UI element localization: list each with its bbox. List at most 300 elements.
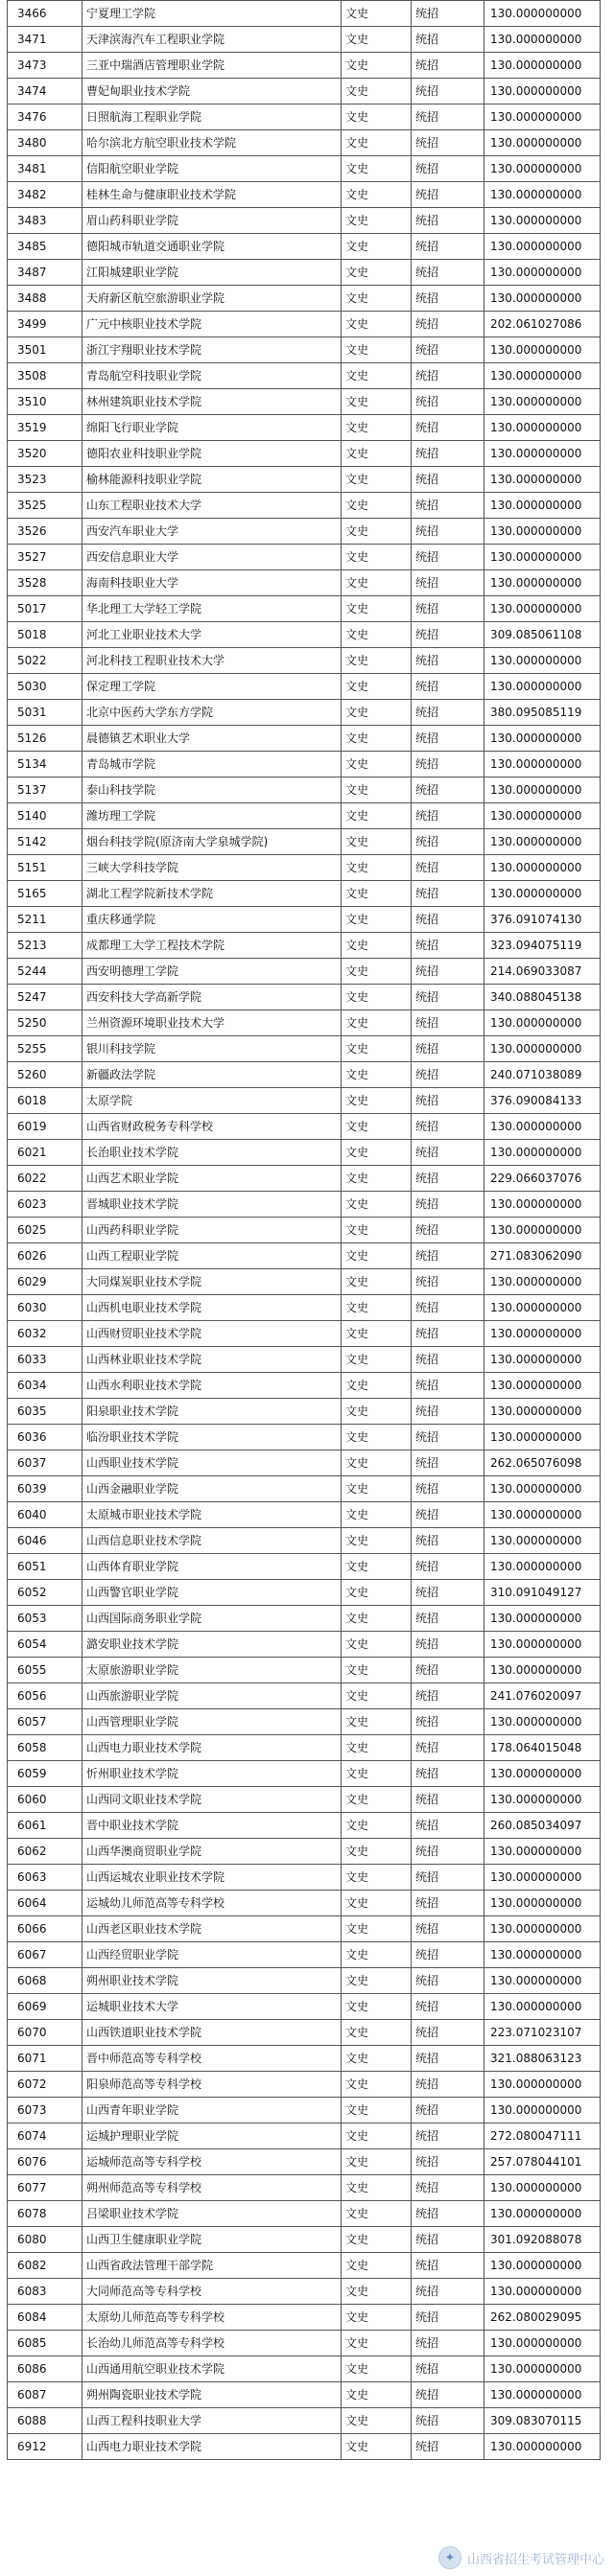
school-name-cell: 山西老区职业技术学院	[83, 1916, 342, 1942]
category-cell: 文史	[342, 881, 412, 907]
admission-type-cell: 统招	[412, 2201, 484, 2227]
school-code-cell: 5018	[8, 622, 83, 648]
table-row	[8, 1580, 601, 1606]
school-name-cell: 青岛航空科技职业学院	[83, 363, 342, 389]
category-cell: 文史	[342, 363, 412, 389]
min-score-cell: 130.000000000	[484, 570, 601, 596]
school-code-cell: 5017	[8, 596, 83, 622]
min-score-cell: 130.000000000	[484, 104, 601, 130]
table-row	[8, 752, 601, 777]
admission-type-cell: 统招	[412, 700, 484, 726]
min-score-cell: 130.000000000	[484, 182, 601, 208]
admission-type-cell: 统招	[412, 1554, 484, 1580]
school-code-cell: 6053	[8, 1606, 83, 1632]
min-score-cell: 130.000000000	[484, 1891, 601, 1916]
category-cell: 文史	[342, 752, 412, 777]
category-cell: 文史	[342, 1916, 412, 1942]
table-row	[8, 1632, 601, 1658]
school-code-cell: 6066	[8, 1916, 83, 1942]
school-code-cell: 5260	[8, 1062, 83, 1088]
school-name-cell: 广元中核职业技术学院	[83, 312, 342, 337]
table-row	[8, 1425, 601, 1450]
category-cell: 文史	[342, 2434, 412, 2460]
table-row	[8, 1916, 601, 1942]
table-row	[8, 2020, 601, 2046]
admission-type-cell: 统招	[412, 674, 484, 700]
table-row	[8, 803, 601, 829]
category-cell: 文史	[342, 1658, 412, 1683]
admission-type-cell: 统招	[412, 104, 484, 130]
admission-type-cell: 统招	[412, 1140, 484, 1166]
school-name-cell: 华北理工大学轻工学院	[83, 596, 342, 622]
category-cell: 文史	[342, 467, 412, 493]
school-code-cell: 6035	[8, 1399, 83, 1425]
min-score-cell: 130.000000000	[484, 363, 601, 389]
admission-type-cell: 统招	[412, 959, 484, 985]
school-code-cell: 5030	[8, 674, 83, 700]
school-name-cell: 德阳城市轨道交通职业学院	[83, 234, 342, 260]
category-cell: 文史	[342, 493, 412, 519]
min-score-cell: 271.083062090	[484, 1243, 601, 1269]
school-name-cell: 湖北工程学院新技术学院	[83, 881, 342, 907]
admission-type-cell: 统招	[412, 337, 484, 363]
min-score-cell: 321.088063123	[484, 2046, 601, 2072]
school-name-cell: 晨德镇艺术职业大学	[83, 726, 342, 752]
table-row	[8, 389, 601, 415]
school-code-cell: 6059	[8, 1761, 83, 1787]
school-name-cell: 桂林生命与健康职业技术学院	[83, 182, 342, 208]
category-cell: 文史	[342, 1606, 412, 1632]
school-name-cell: 北京中医药大学东方学院	[83, 700, 342, 726]
min-score-cell: 130.000000000	[484, 674, 601, 700]
school-name-cell: 朔州职业技术学院	[83, 1968, 342, 1994]
school-code-cell: 6084	[8, 2305, 83, 2331]
admission-type-cell: 统招	[412, 907, 484, 933]
category-cell: 文史	[342, 1683, 412, 1709]
school-code-cell: 6082	[8, 2253, 83, 2279]
school-name-cell: 山西电力职业技术学院	[83, 1735, 342, 1761]
category-cell: 文史	[342, 79, 412, 104]
category-cell: 文史	[342, 1062, 412, 1088]
category-cell: 文史	[342, 2331, 412, 2356]
admission-type-cell: 统招	[412, 1295, 484, 1321]
category-cell: 文史	[342, 1942, 412, 1968]
min-score-cell: 130.000000000	[484, 2356, 601, 2382]
admission-type-cell: 统招	[412, 1269, 484, 1295]
school-name-cell: 太原城市职业技术学院	[83, 1502, 342, 1528]
table-row	[8, 1088, 601, 1114]
min-score-cell: 223.071023107	[484, 2020, 601, 2046]
school-name-cell: 山西水利职业技术学院	[83, 1373, 342, 1399]
category-cell: 文史	[342, 1735, 412, 1761]
min-score-cell: 130.000000000	[484, 1010, 601, 1036]
min-score-cell: 130.000000000	[484, 208, 601, 234]
min-score-cell: 323.094075119	[484, 933, 601, 959]
category-cell: 文史	[342, 1399, 412, 1425]
school-name-cell: 山西警官职业学院	[83, 1580, 342, 1606]
min-score-cell: 376.090084133	[484, 1088, 601, 1114]
min-score-cell: 130.000000000	[484, 2072, 601, 2098]
admission-type-cell: 统招	[412, 1425, 484, 1450]
school-code-cell: 6078	[8, 2201, 83, 2227]
admission-type-cell: 统招	[412, 2227, 484, 2253]
table-row	[8, 1476, 601, 1502]
school-name-cell: 潍坊理工学院	[83, 803, 342, 829]
category-cell: 文史	[342, 260, 412, 286]
school-name-cell: 山西信息职业技术学院	[83, 1528, 342, 1554]
admission-type-cell: 统招	[412, 2149, 484, 2175]
school-name-cell: 山西青年职业学院	[83, 2098, 342, 2123]
watermark	[438, 2545, 604, 2570]
min-score-cell: 130.000000000	[484, 1114, 601, 1140]
min-score-cell: 130.000000000	[484, 1502, 601, 1528]
school-name-cell: 阳泉职业技术学院	[83, 1399, 342, 1425]
min-score-cell: 130.000000000	[484, 2331, 601, 2356]
school-name-cell: 三亚中瑞酒店管理职业学院	[83, 53, 342, 79]
watermark-text: 山西省招生考试管理中心	[466, 2552, 604, 2567]
table-row	[8, 415, 601, 441]
school-code-cell: 3482	[8, 182, 83, 208]
min-score-cell: 130.000000000	[484, 829, 601, 855]
min-score-cell: 130.000000000	[484, 1476, 601, 1502]
table-row	[8, 1269, 601, 1295]
min-score-cell: 130.000000000	[484, 1321, 601, 1347]
min-score-cell: 130.000000000	[484, 2175, 601, 2201]
category-cell: 文史	[342, 622, 412, 648]
table-row	[8, 1192, 601, 1218]
school-code-cell: 6046	[8, 1528, 83, 1554]
table-row	[8, 1787, 601, 1813]
table-row	[8, 1502, 601, 1528]
min-score-cell: 340.088045138	[484, 985, 601, 1010]
school-code-cell: 6070	[8, 2020, 83, 2046]
school-name-cell: 保定理工学院	[83, 674, 342, 700]
school-code-cell: 5126	[8, 726, 83, 752]
school-name-cell: 江阳城建职业学院	[83, 260, 342, 286]
school-code-cell: 6037	[8, 1450, 83, 1476]
school-name-cell: 三峡大学科技学院	[83, 855, 342, 881]
category-cell: 文史	[342, 1088, 412, 1114]
table-row	[8, 570, 601, 596]
school-code-cell: 3487	[8, 260, 83, 286]
table-row	[8, 1994, 601, 2020]
school-code-cell: 6051	[8, 1554, 83, 1580]
table-row	[8, 1658, 601, 1683]
category-cell: 文史	[342, 596, 412, 622]
min-score-cell: 130.000000000	[484, 1632, 601, 1658]
table-row	[8, 2434, 601, 2460]
category-cell: 文史	[342, 1787, 412, 1813]
admission-type-cell: 统招	[412, 2356, 484, 2382]
school-name-cell: 山西旅游职业学院	[83, 1683, 342, 1709]
admission-type-cell: 统招	[412, 1502, 484, 1528]
school-name-cell: 西安信息职业大学	[83, 545, 342, 570]
school-code-cell: 6085	[8, 2331, 83, 2356]
table-row	[8, 79, 601, 104]
admission-type-cell: 统招	[412, 1994, 484, 2020]
min-score-cell: 130.000000000	[484, 441, 601, 467]
min-score-cell: 130.000000000	[484, 53, 601, 79]
category-cell: 文史	[342, 2149, 412, 2175]
table-row	[8, 1114, 601, 1140]
admission-type-cell: 统招	[412, 260, 484, 286]
table-row	[8, 1968, 601, 1994]
school-name-cell: 山西金融职业学院	[83, 1476, 342, 1502]
school-name-cell: 河北科技工程职业技术大学	[83, 648, 342, 674]
min-score-cell: 130.000000000	[484, 1658, 601, 1683]
min-score-cell: 130.000000000	[484, 27, 601, 53]
score-table-body	[8, 1, 601, 2460]
admission-type-cell: 统招	[412, 156, 484, 182]
category-cell: 文史	[342, 1865, 412, 1891]
table-row	[8, 337, 601, 363]
school-code-cell: 5031	[8, 700, 83, 726]
school-code-cell: 3510	[8, 389, 83, 415]
min-score-cell: 130.000000000	[484, 493, 601, 519]
school-name-cell: 太原幼儿师范高等专科学校	[83, 2305, 342, 2331]
school-name-cell: 山西通用航空职业技术学院	[83, 2356, 342, 2382]
min-score-cell: 130.000000000	[484, 1994, 601, 2020]
category-cell: 文史	[342, 2123, 412, 2149]
table-row	[8, 2072, 601, 2098]
category-cell: 文史	[342, 1580, 412, 1606]
school-name-cell: 晋城职业技术学院	[83, 1192, 342, 1218]
school-code-cell: 5151	[8, 855, 83, 881]
category-cell: 文史	[342, 985, 412, 1010]
school-code-cell: 3480	[8, 130, 83, 156]
table-row	[8, 2149, 601, 2175]
admission-type-cell: 统招	[412, 2408, 484, 2434]
category-cell: 文史	[342, 1632, 412, 1658]
min-score-cell: 130.000000000	[484, 1761, 601, 1787]
admission-type-cell: 统招	[412, 1166, 484, 1192]
school-code-cell: 3523	[8, 467, 83, 493]
min-score-cell: 130.000000000	[484, 1606, 601, 1632]
category-cell: 文史	[342, 674, 412, 700]
admission-type-cell: 统招	[412, 1968, 484, 1994]
school-name-cell: 信阳航空职业学院	[83, 156, 342, 182]
category-cell: 文史	[342, 1373, 412, 1399]
admission-type-cell: 统招	[412, 1865, 484, 1891]
admission-type-cell: 统招	[412, 1321, 484, 1347]
school-name-cell: 山西铁道职业技术学院	[83, 2020, 342, 2046]
school-name-cell: 临汾职业技术学院	[83, 1425, 342, 1450]
school-code-cell: 3525	[8, 493, 83, 519]
table-row	[8, 2356, 601, 2382]
admission-type-cell: 统招	[412, 1761, 484, 1787]
min-score-cell: 130.000000000	[484, 752, 601, 777]
school-code-cell: 3488	[8, 286, 83, 312]
table-row	[8, 1761, 601, 1787]
admission-type-cell: 统招	[412, 363, 484, 389]
school-name-cell: 晋中职业技术学院	[83, 1813, 342, 1839]
school-name-cell: 山西国际商务职业学院	[83, 1606, 342, 1632]
min-score-cell: 130.000000000	[484, 777, 601, 803]
school-code-cell: 3520	[8, 441, 83, 467]
table-row	[8, 53, 601, 79]
school-name-cell: 山东工程职业技术大学	[83, 493, 342, 519]
min-score-cell: 130.000000000	[484, 337, 601, 363]
school-code-cell: 6034	[8, 1373, 83, 1399]
category-cell: 文史	[342, 1450, 412, 1476]
school-code-cell: 6056	[8, 1683, 83, 1709]
school-code-cell: 6022	[8, 1166, 83, 1192]
admission-type-cell: 统招	[412, 1114, 484, 1140]
school-name-cell: 曹妃甸职业技术学院	[83, 79, 342, 104]
admission-type-cell: 统招	[412, 1010, 484, 1036]
table-row	[8, 959, 601, 985]
school-code-cell: 6021	[8, 1140, 83, 1166]
category-cell: 文史	[342, 1554, 412, 1580]
category-cell: 文史	[342, 2356, 412, 2382]
school-code-cell: 3528	[8, 570, 83, 596]
category-cell: 文史	[342, 2098, 412, 2123]
admission-type-cell: 统招	[412, 1347, 484, 1373]
min-score-cell: 130.000000000	[484, 1295, 601, 1321]
school-code-cell: 5142	[8, 829, 83, 855]
school-code-cell: 6052	[8, 1580, 83, 1606]
admission-type-cell: 统招	[412, 777, 484, 803]
category-cell: 文史	[342, 648, 412, 674]
table-row	[8, 700, 601, 726]
table-row	[8, 648, 601, 674]
min-score-cell: 130.000000000	[484, 1528, 601, 1554]
admission-type-cell: 统招	[412, 286, 484, 312]
school-code-cell: 5211	[8, 907, 83, 933]
admission-type-cell: 统招	[412, 441, 484, 467]
table-row	[8, 1606, 601, 1632]
category-cell: 文史	[342, 27, 412, 53]
school-name-cell: 西安科技大学高新学院	[83, 985, 342, 1010]
table-row	[8, 467, 601, 493]
category-cell: 文史	[342, 1166, 412, 1192]
school-name-cell: 山西经贸职业学院	[83, 1942, 342, 1968]
admission-type-cell: 统招	[412, 622, 484, 648]
min-score-cell: 130.000000000	[484, 2098, 601, 2123]
school-name-cell: 山西职业技术学院	[83, 1450, 342, 1476]
table-row	[8, 441, 601, 467]
school-code-cell: 6026	[8, 1243, 83, 1269]
admission-type-cell: 统招	[412, 1735, 484, 1761]
min-score-cell: 130.000000000	[484, 1554, 601, 1580]
min-score-cell: 130.000000000	[484, 1218, 601, 1243]
table-row	[8, 156, 601, 182]
admission-type-cell: 统招	[412, 1606, 484, 1632]
min-score-cell: 241.076020097	[484, 1683, 601, 1709]
min-score-cell: 272.080047111	[484, 2123, 601, 2149]
school-code-cell: 6025	[8, 1218, 83, 1243]
school-code-cell: 6073	[8, 2098, 83, 2123]
admission-type-cell: 统招	[412, 1062, 484, 1088]
school-name-cell: 长治职业技术学院	[83, 1140, 342, 1166]
admission-type-cell: 统招	[412, 1891, 484, 1916]
table-row	[8, 2279, 601, 2305]
admission-type-cell: 统招	[412, 1632, 484, 1658]
admission-type-cell: 统招	[412, 855, 484, 881]
min-score-cell: 130.000000000	[484, 286, 601, 312]
school-name-cell: 天府新区航空旅游职业学院	[83, 286, 342, 312]
admission-type-cell: 统招	[412, 1813, 484, 1839]
table-row	[8, 208, 601, 234]
school-code-cell: 3519	[8, 415, 83, 441]
min-score-cell: 130.000000000	[484, 1916, 601, 1942]
min-score-cell: 130.000000000	[484, 1347, 601, 1373]
min-score-cell: 130.000000000	[484, 1709, 601, 1735]
category-cell: 文史	[342, 777, 412, 803]
min-score-cell: 130.000000000	[484, 467, 601, 493]
category-cell: 文史	[342, 1, 412, 27]
school-code-cell: 3466	[8, 1, 83, 27]
category-cell: 文史	[342, 2072, 412, 2098]
min-score-cell: 130.000000000	[484, 519, 601, 545]
table-row	[8, 1683, 601, 1709]
table-row	[8, 363, 601, 389]
school-name-cell: 兰州资源环境职业技术大学	[83, 1010, 342, 1036]
admission-type-cell: 统招	[412, 1373, 484, 1399]
school-code-cell: 6088	[8, 2408, 83, 2434]
category-cell: 文史	[342, 1295, 412, 1321]
table-row	[8, 1166, 601, 1192]
min-score-cell: 130.000000000	[484, 2382, 601, 2408]
school-name-cell: 日照航海工程职业学院	[83, 104, 342, 130]
admission-type-cell: 统招	[412, 208, 484, 234]
school-name-cell: 眉山药科职业学院	[83, 208, 342, 234]
admission-type-cell: 统招	[412, 493, 484, 519]
table-row	[8, 1373, 601, 1399]
category-cell: 文史	[342, 130, 412, 156]
min-score-cell: 130.000000000	[484, 1036, 601, 1062]
admission-type-cell: 统招	[412, 1088, 484, 1114]
table-row	[8, 312, 601, 337]
table-row	[8, 1554, 601, 1580]
school-code-cell: 6033	[8, 1347, 83, 1373]
admission-type-cell: 统招	[412, 2253, 484, 2279]
school-code-cell: 3527	[8, 545, 83, 570]
table-row	[8, 1528, 601, 1554]
category-cell: 文史	[342, 441, 412, 467]
table-row	[8, 907, 601, 933]
table-row	[8, 2382, 601, 2408]
school-name-cell: 运城护理职业学院	[83, 2123, 342, 2149]
category-cell: 文史	[342, 1891, 412, 1916]
table-row	[8, 829, 601, 855]
school-name-cell: 山西艺术职业学院	[83, 1166, 342, 1192]
admission-type-cell: 统招	[412, 2098, 484, 2123]
table-row	[8, 1062, 601, 1088]
school-code-cell: 3476	[8, 104, 83, 130]
table-row	[8, 234, 601, 260]
school-name-cell: 烟台科技学院(原济南大学泉城学院)	[83, 829, 342, 855]
category-cell: 文史	[342, 1114, 412, 1140]
admission-type-cell: 统招	[412, 2072, 484, 2098]
table-row	[8, 2098, 601, 2123]
school-name-cell: 山西省财政税务专科学校	[83, 1114, 342, 1140]
admission-type-cell: 统招	[412, 2331, 484, 2356]
admission-type-cell: 统招	[412, 1942, 484, 1968]
category-cell: 文史	[342, 415, 412, 441]
min-score-cell: 301.092088078	[484, 2227, 601, 2253]
school-name-cell: 林州建筑职业技术学院	[83, 389, 342, 415]
admission-type-cell: 统招	[412, 829, 484, 855]
school-code-cell: 6071	[8, 2046, 83, 2072]
category-cell: 文史	[342, 53, 412, 79]
admission-type-cell: 统招	[412, 803, 484, 829]
school-code-cell: 6030	[8, 1295, 83, 1321]
admission-type-cell: 统招	[412, 1036, 484, 1062]
table-row	[8, 2046, 601, 2072]
min-score-cell: 130.000000000	[484, 596, 601, 622]
school-name-cell: 宁夏理工学院	[83, 1, 342, 27]
